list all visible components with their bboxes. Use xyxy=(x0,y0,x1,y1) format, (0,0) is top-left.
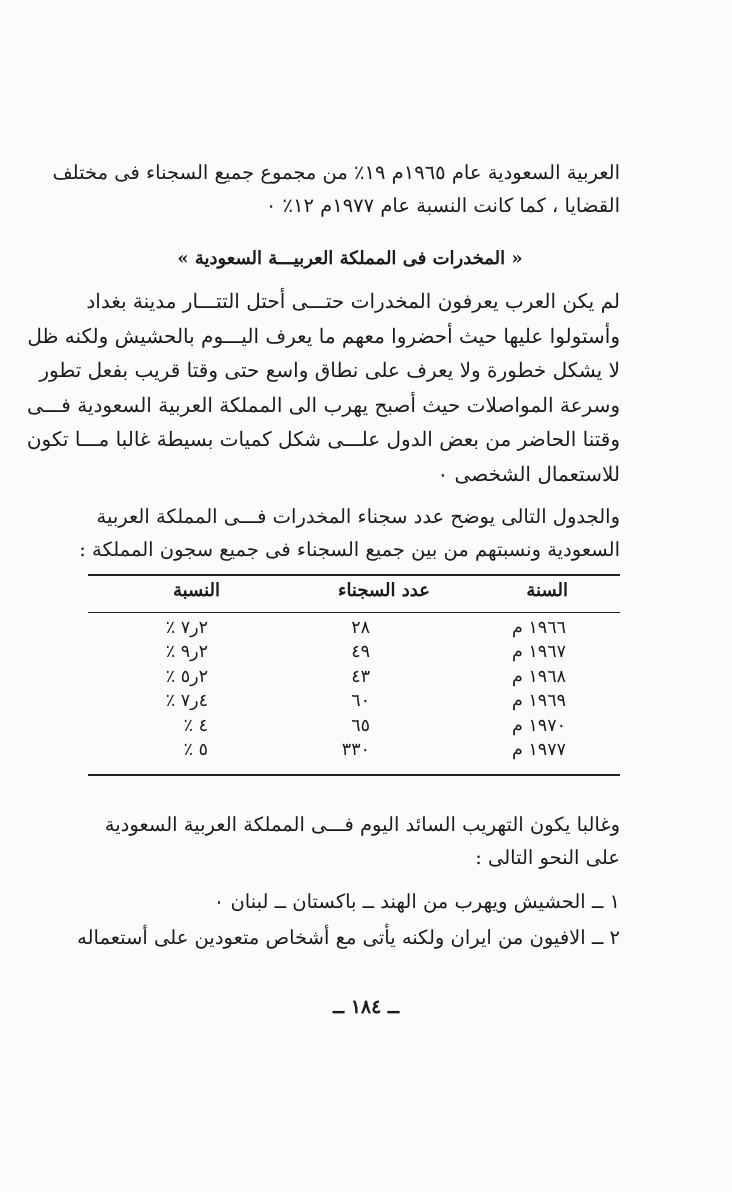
table-bottom-rule xyxy=(88,774,620,776)
cell-year: ١٩٧٠ م xyxy=(511,715,566,736)
text-line: والجدول التالى يوضح عدد سجناء المخدرات فـــى المملكة العربية xyxy=(96,505,620,528)
list-item: ٢ ــ الافيون من ايران ولكنه يأتى مع أشخاص متعودين على أستعماله xyxy=(77,926,620,949)
text-line: القضايا ، كما كانت النسبة عام ١٩٧٧م ١٢٪ ٠ xyxy=(265,194,620,217)
table-header-rule xyxy=(88,612,620,613)
cell-percentage: ٢ر٥ ٪ xyxy=(165,666,208,687)
text-line: السعودية ونسبتهم من بين جميع السجناء فى جميع سجون المملكة : xyxy=(79,538,620,561)
cell-year: ١٩٧٧ م xyxy=(511,739,566,760)
list-item: ١ ــ الحشيش ويهرب من الهند ــ باكستان ــ لبنان ٠ xyxy=(213,890,620,913)
cell-year: ١٩٦٩ م xyxy=(511,691,566,712)
table-body xyxy=(88,618,620,764)
paragraph-history xyxy=(26,284,620,491)
paragraph-table-intro xyxy=(80,500,620,566)
cell-count: ٤٣ xyxy=(351,666,370,687)
cell-count: ٦٠ xyxy=(351,691,370,712)
header-year: السنة xyxy=(526,580,568,601)
cell-percentage: ٢ر٧ ٪ xyxy=(165,618,208,638)
text-line: وقتنا الحاضر من بعض الدول علـــى شكل كميات بسيطة غالبا مـــا تكون xyxy=(26,427,620,451)
table-row xyxy=(88,716,620,740)
table-row xyxy=(88,618,620,642)
text-line: للاستعمال الشخصى ٠ xyxy=(437,461,620,486)
cell-count: ٣٣٠ xyxy=(341,739,370,760)
cell-percentage: ٥ ٪ xyxy=(183,739,208,760)
cell-percentage: ٤ ٪ xyxy=(183,715,208,736)
cell-count: ٤٩ xyxy=(351,642,370,663)
cell-year: ١٩٦٧ م xyxy=(511,642,566,663)
cell-year: ١٩٦٦ م xyxy=(511,618,566,638)
header-prisoner-count: عدد السجناء xyxy=(337,580,430,601)
text-line: وسرعة المواصلات حيث أصبح يهرب الى المملكة العربية السعودية فـــى xyxy=(27,392,620,417)
page-number: ــ ١٨٤ ــ xyxy=(332,996,400,1018)
text-line: العربية السعودية عام ١٩٦٥م ١٩٪ من مجموع جميع السجناء فى مختلف xyxy=(52,161,620,184)
cell-year: ١٩٦٨ م xyxy=(511,666,566,687)
text-line: لا يشكل خطورة ولا يعرف على نطاق واسع حتى وقتا قريب بفعل تطور xyxy=(39,358,620,382)
text-line: لم يكن العرب يعرفون المخدرات حتـــى أحتل التتـــار مدينة بغداد xyxy=(86,289,620,313)
table-top-rule xyxy=(88,574,620,576)
paragraph-smuggling-intro xyxy=(80,808,620,874)
table-row xyxy=(88,667,620,691)
text-line: وأستولوا عليها حيث أحضروا معهم ما يعرف اليـــوم بالحشيش ولكنه ظل xyxy=(27,323,620,348)
prisoners-table xyxy=(88,574,620,776)
table-row xyxy=(88,691,620,715)
section-heading: « المخدرات فى المملكة العربيـــة السعودية » xyxy=(177,248,523,269)
cell-count: ٦٥ xyxy=(351,715,370,736)
cell-percentage: ٤ر٧ ٪ xyxy=(165,691,208,712)
cell-percentage: ٢ر٩ ٪ xyxy=(165,642,208,663)
text-line: على النحو التالى : xyxy=(475,846,620,869)
table-row xyxy=(88,642,620,666)
header-percentage: النسبة xyxy=(172,580,220,601)
cell-count: ٢٨ xyxy=(351,618,370,638)
table-row xyxy=(88,740,620,764)
paragraph-statistics-intro xyxy=(52,156,620,222)
text-line: وغالبا يكون التهريب السائد اليوم فـــى المملكة العربية السعودية xyxy=(104,813,620,836)
